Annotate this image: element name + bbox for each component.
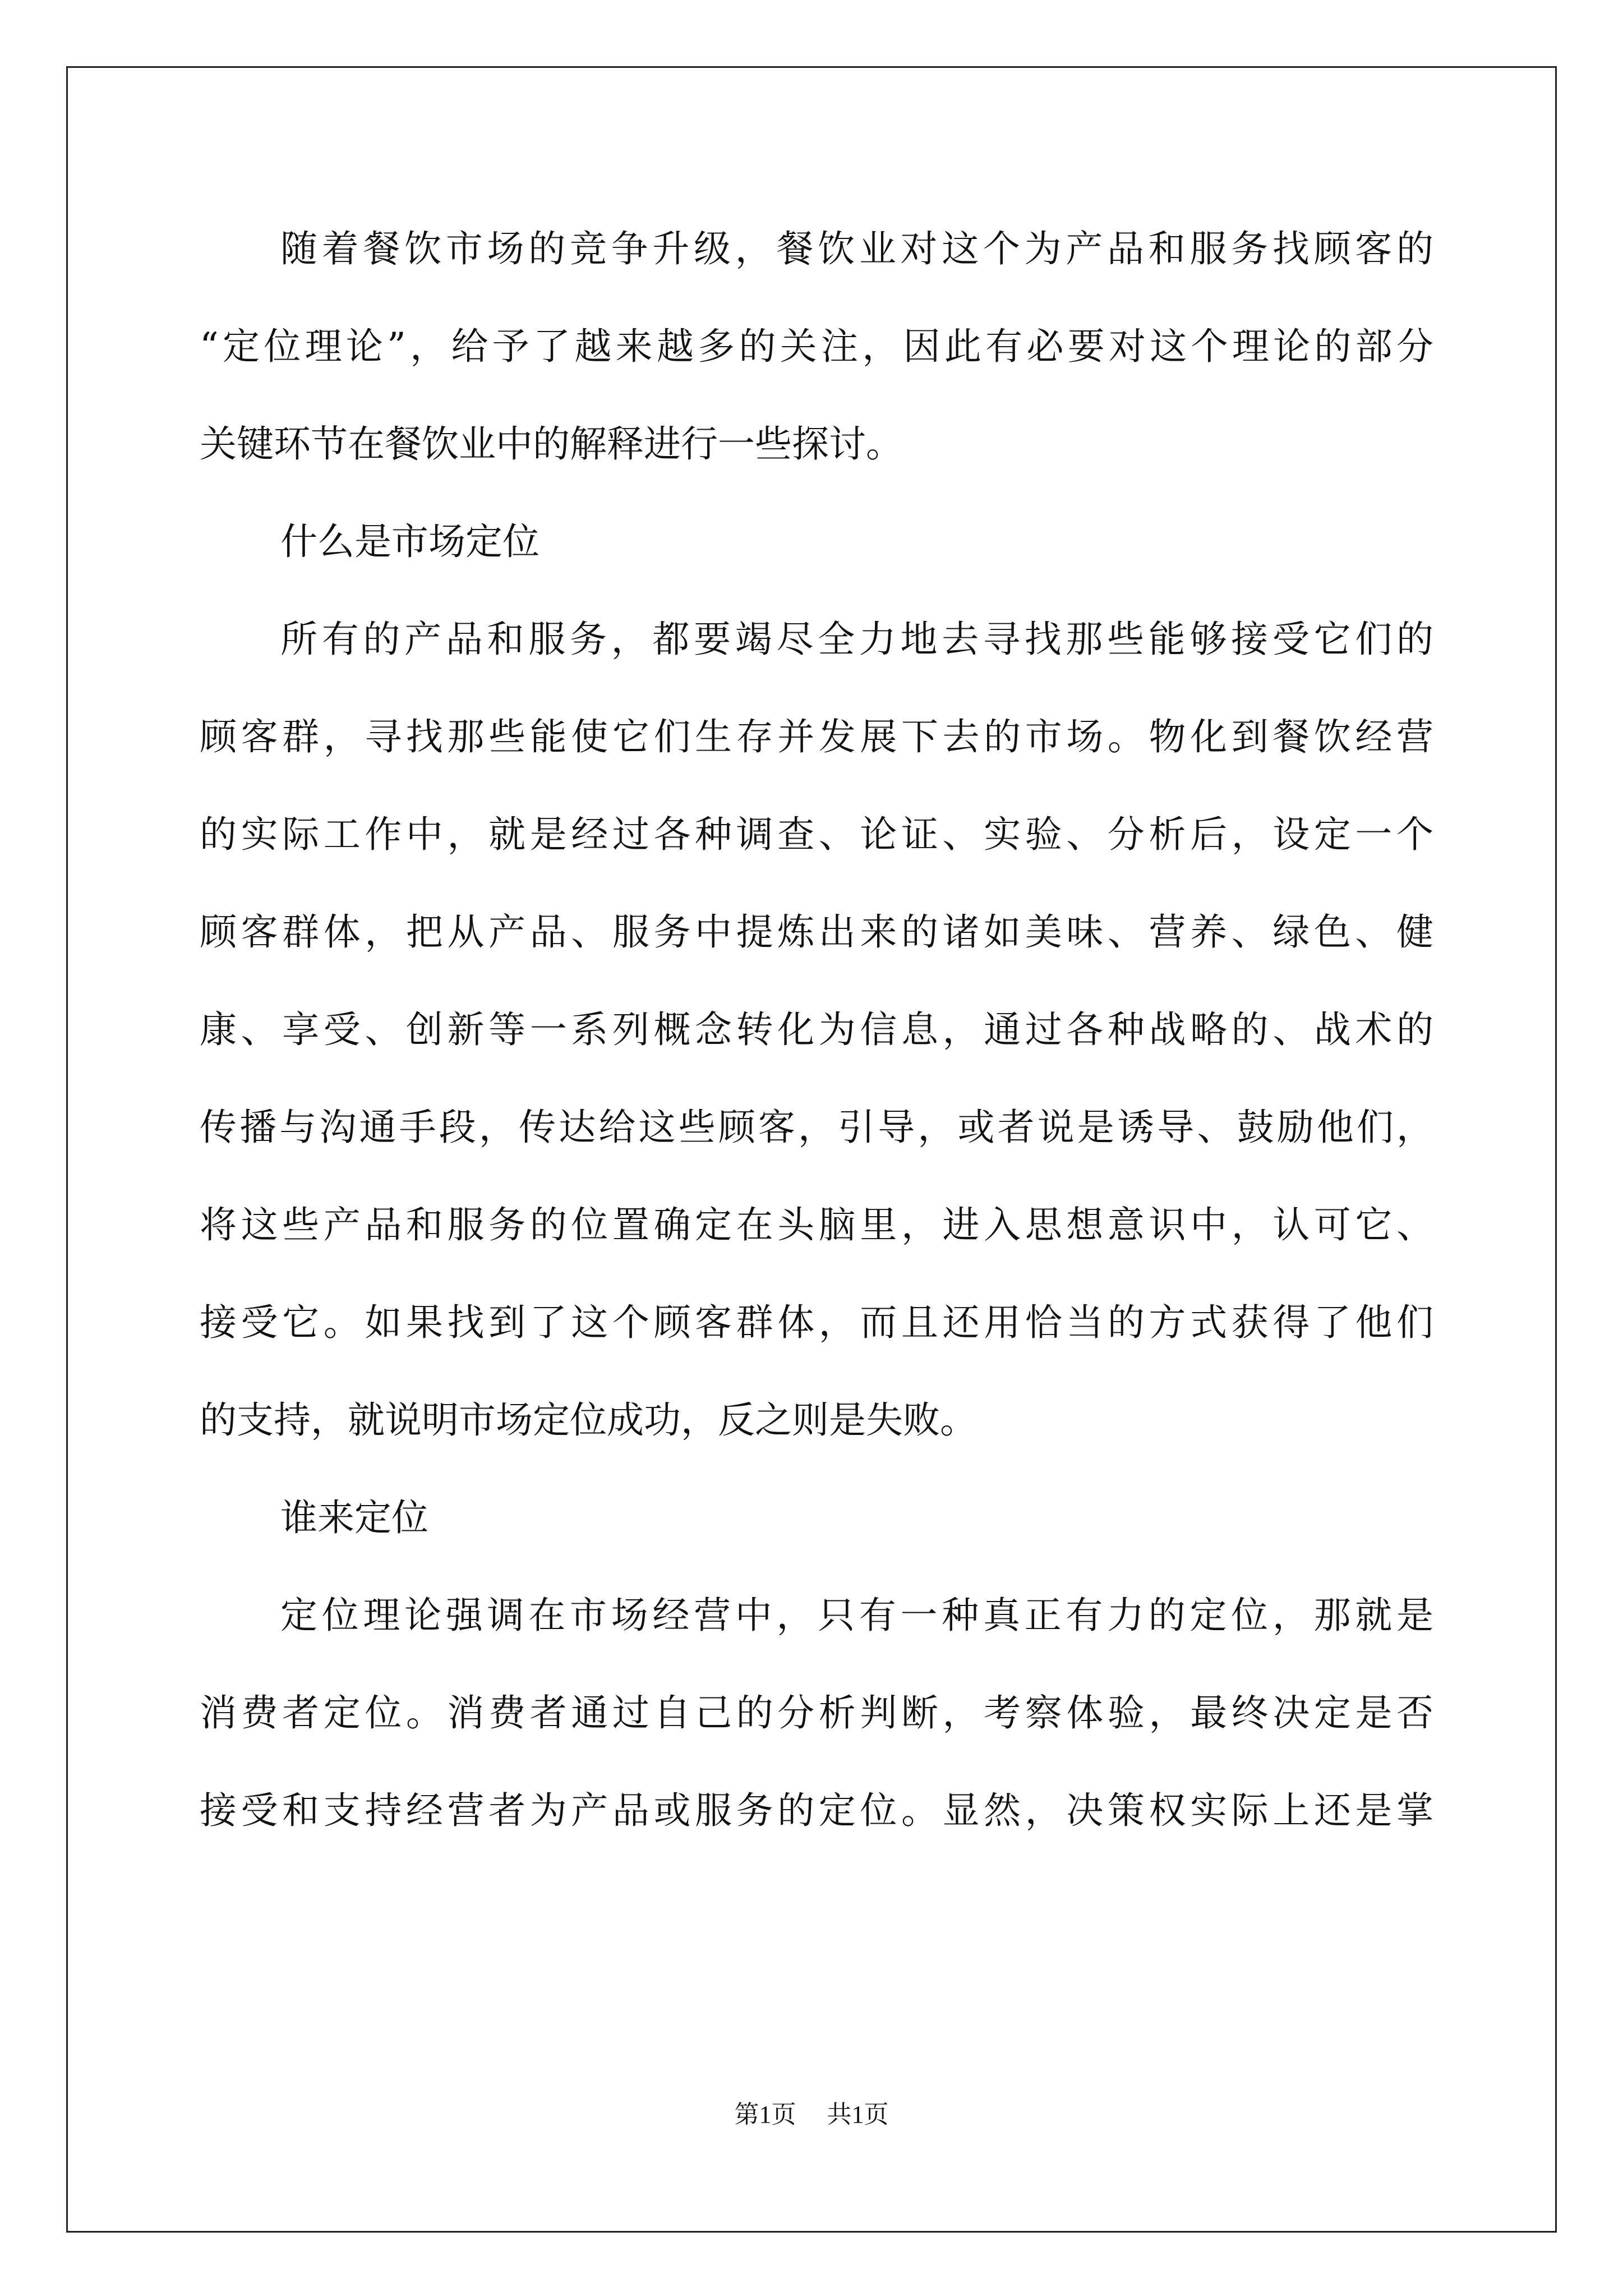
paragraph-line: 所有的产品和服务，都要竭尽全力地去寻找那些能够接受它们的 (280, 618, 1433, 661)
paragraph-line: 康、享受、创新等一系列概念转化为信息，通过各种战略的、战术的 (200, 1008, 1433, 1051)
paragraph-line: 接受它。如果找到了这个顾客群体，而且还用恰当的方式获得了他们 (200, 1301, 1433, 1344)
page-footer (0, 2098, 1623, 2132)
paragraph-line: 的实际工作中，就是经过各种调查、论证、实验、分析后，设定一个 (200, 813, 1433, 856)
section-heading: 什么是市场定位 (280, 520, 540, 563)
paragraph-line: 传播与沟通手段，传达给这些顾客，引导，或者说是诱导、鼓励他们， (200, 1106, 1433, 1149)
paragraph-line: 将这些产品和服务的位置确定在头脑里，进入思想意识中，认可它、 (200, 1203, 1433, 1246)
paragraph-line: 定位理论强调在市场经营中，只有一种真正有力的定位，那就是 (280, 1594, 1433, 1637)
paragraph-line: 消费者定位。消费者通过自己的分析判断，考察体验，最终决定是否 (200, 1691, 1433, 1734)
paragraph-line: 顾客群体，把从产品、服务中提炼出来的诸如美味、营养、绿色、健 (200, 910, 1433, 954)
paragraph-line: 的支持，就说明市场定位成功，反之则是失败。 (200, 1398, 977, 1442)
page-number: 第1页 (734, 2101, 796, 2128)
section-heading: 谁来定位 (280, 1496, 428, 1539)
paragraph-line: 关键环节在餐饮业中的解释进行一些探讨。 (200, 422, 903, 466)
paragraph-line: 随着餐饮市场的竞争升级，餐饮业对这个为产品和服务找顾客的 (280, 227, 1433, 270)
paragraph-line: “定位理论”，给予了越来越多的关注，因此有必要对这个理论的部分 (200, 325, 1433, 368)
paragraph-line: 接受和支持经营者为产品或服务的定位。显然，决策权实际上还是掌 (200, 1789, 1433, 1832)
paragraph-line: 顾客群，寻找那些能使它们生存并发展下去的市场。物化到餐饮经营 (200, 715, 1433, 758)
page-total: 共1页 (827, 2101, 889, 2128)
